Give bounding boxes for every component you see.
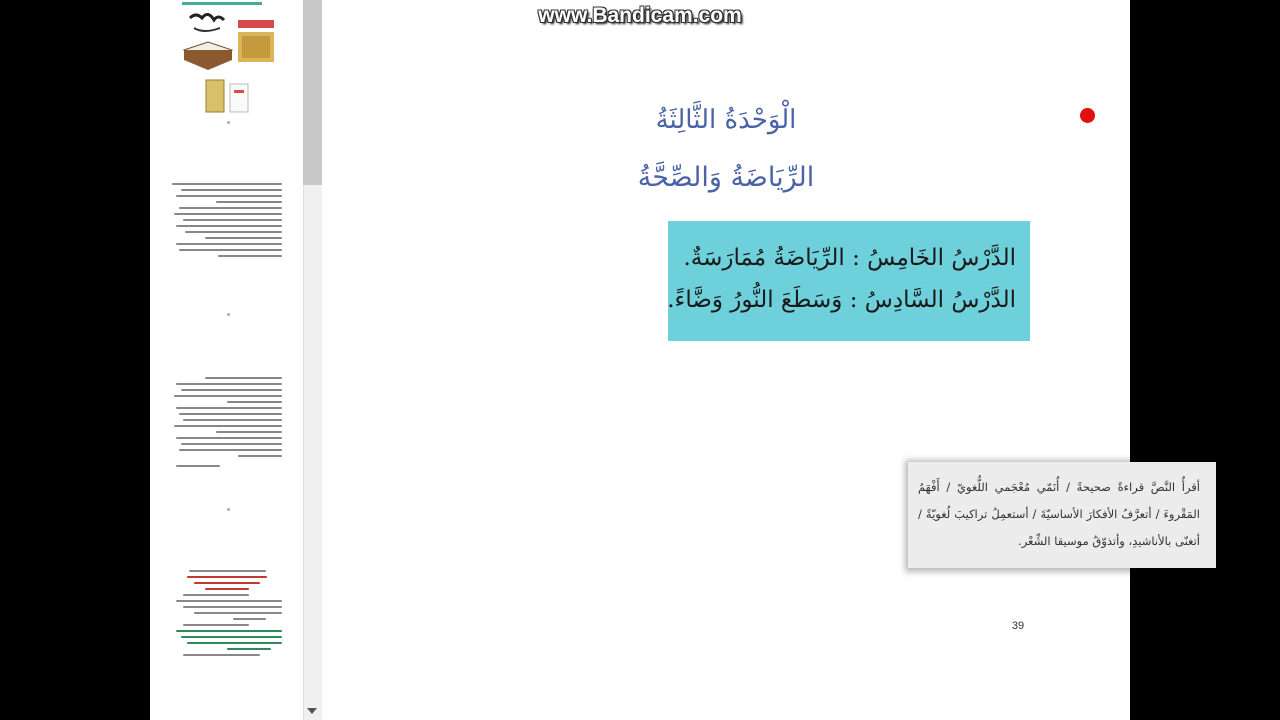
unit-subject: الرِّيَاضَةُ وَالصِّحَّةُ: [637, 162, 815, 193]
lesson-six: الدَّرْسُ السَّادِسُ : وَسَطَعَ النُّورُ وَضَّاءً.: [667, 287, 1016, 313]
scrollbar-thumb[interactable]: [303, 0, 322, 185]
unit-title: الْوَحْدَةُ الثَّالِثَةُ: [655, 105, 797, 135]
thumbnail-page-2[interactable]: [172, 183, 282, 261]
screen: [150, 0, 1200, 720]
thumbnail-page-3[interactable]: [172, 377, 282, 471]
thumbnail-page-cover[interactable]: [172, 2, 282, 122]
recorder-watermark: www.Bandicam.com: [538, 4, 742, 27]
lesson-five: الدَّرْسُ الخَامِسُ : الرِّيَاضَةُ مُمَارَسَةٌ.: [683, 245, 1016, 271]
scroll-down-arrow-icon[interactable]: [307, 708, 317, 714]
learning-objectives-box: [908, 462, 1216, 568]
lessons-box: [668, 221, 1030, 341]
thumbnail-panel[interactable]: [150, 0, 303, 720]
document-page: [322, 0, 1200, 720]
red-dot-marker: [1080, 108, 1095, 123]
learning-objectives-text: أقرأُ النَّصَّ قراءةً صحيحةً / أُنَمّي مُعْجَمي اللُّغويّ / أَفْهَمُ المَقْروءَ / أتعرَّفُ الأفكارَ الأساسيّةَ / أستعمِلُ تراكيبَ لُغويّةً / أتغنّى بالأناشيدِ، وأتذوّقُ موسيقا الشِّعْر.: [918, 480, 1200, 548]
book-cover-thumbnail-icon: [172, 8, 282, 126]
thumb-cover-header: [182, 2, 262, 5]
thumb-page-number: [227, 121, 230, 124]
thumbnail-page-4[interactable]: [172, 570, 282, 660]
page-number: 39: [1011, 620, 1025, 632]
